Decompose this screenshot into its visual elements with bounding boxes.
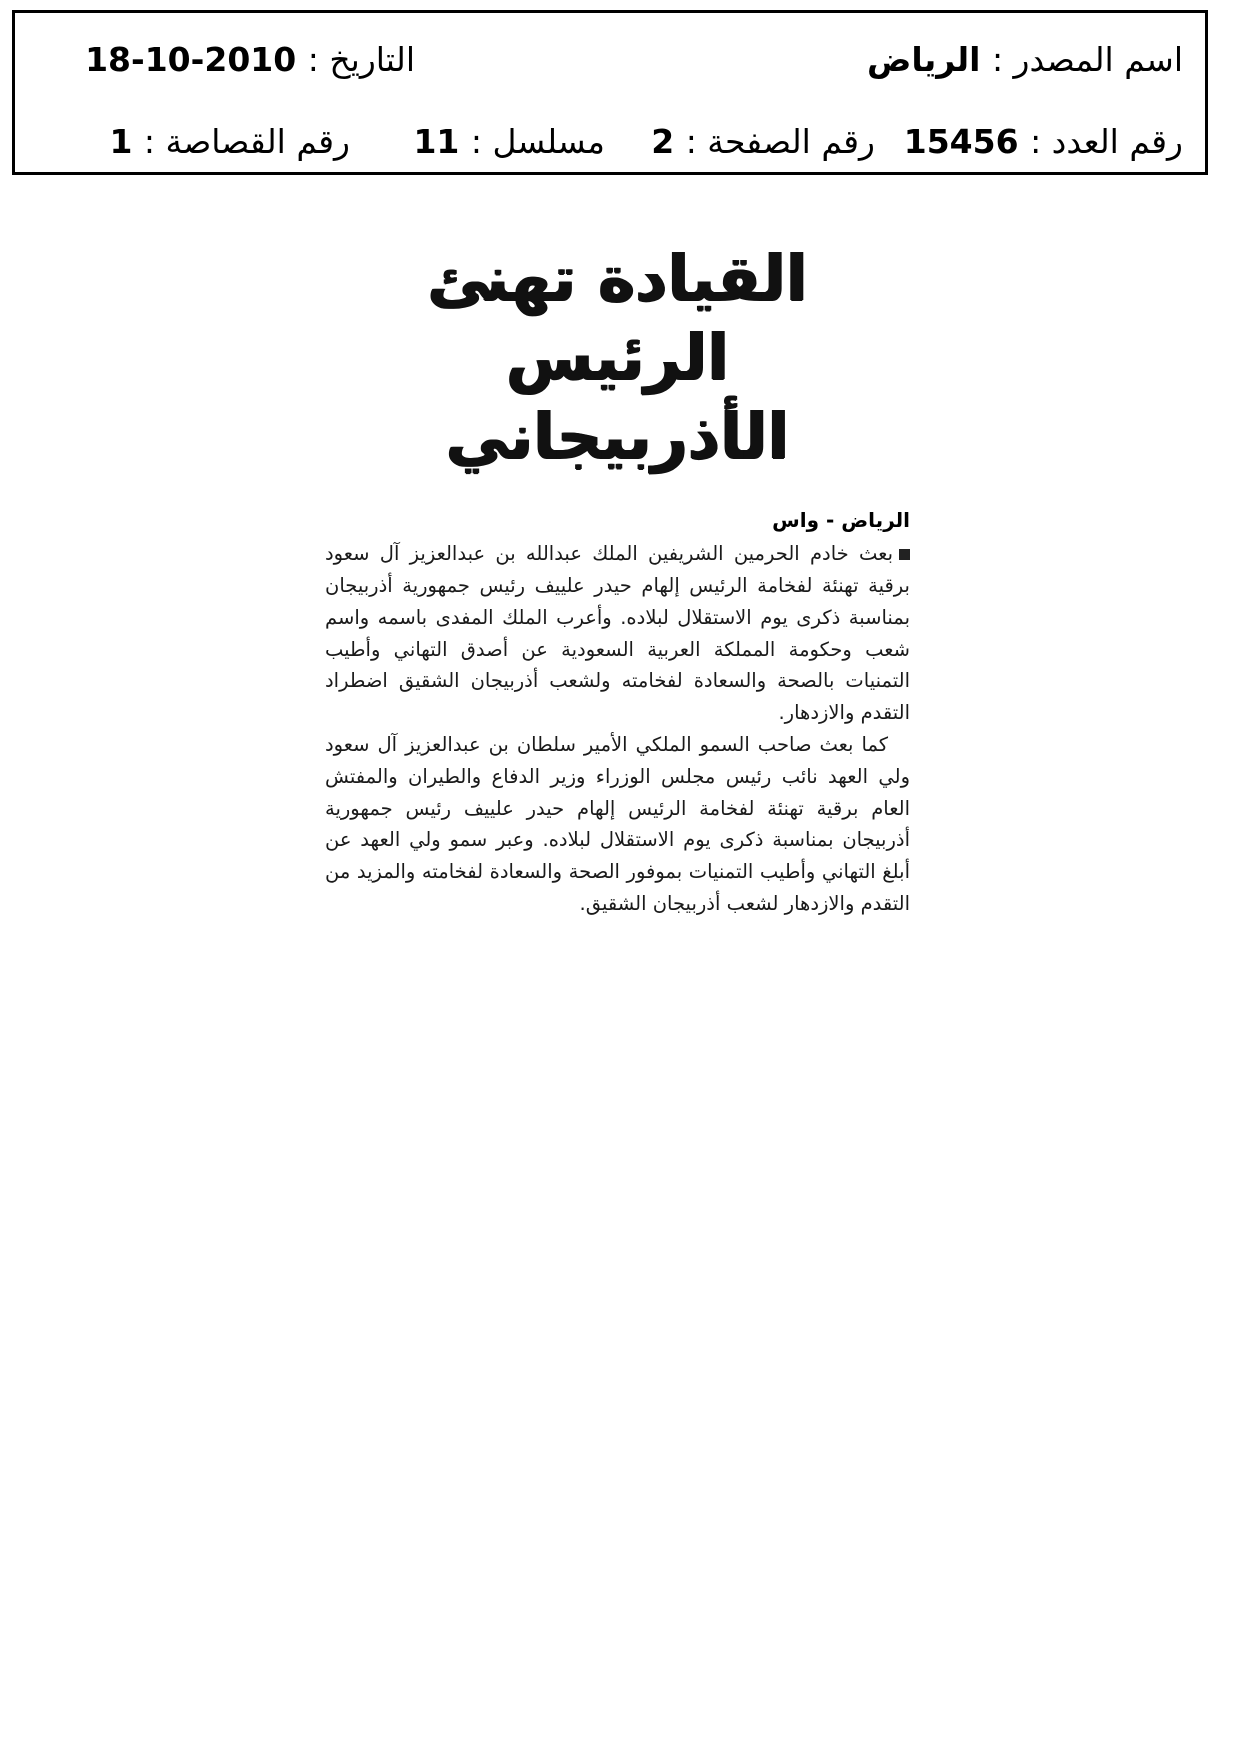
page-value: 2 <box>651 122 675 161</box>
issue-label: رقم العدد : <box>1030 122 1183 161</box>
clipping-metadata-box <box>12 10 1208 175</box>
issue-field <box>903 122 1183 161</box>
date-field <box>85 40 415 79</box>
clip-number-label: رقم القصاصة : <box>143 122 350 161</box>
article-headline: القيادة تهنئ الرئيس الأذربيجاني <box>427 242 808 473</box>
news-clipping <box>325 240 910 920</box>
source-field <box>867 40 1183 79</box>
article-dateline: الرياض - واس <box>772 508 910 533</box>
article-paragraph-1 <box>325 538 910 729</box>
issue-value: 15456 <box>903 122 1019 161</box>
serial-value: 11 <box>413 122 460 161</box>
date-label: التاريخ : <box>307 40 415 79</box>
source-label: اسم المصدر : <box>991 40 1183 79</box>
date-value: 2010-10-18 <box>85 40 297 79</box>
article-paragraph-2: كما بعث صاحب السمو الملكي الأمير سلطان بن عبدالعزيز آل سعود ولي العهد نائب رئيس مجلس الوزراء وزير الدفاع والطيران والمفتش العام برقية تهنئة لفخامة الرئيس إلهام حيدر علييف رئيس جمهورية أذربيجان بمناسبة ذكرى يوم الاستقلال لبلاده. وعبر سمو ولي العهد عن أبلغ التهاني وأطيب التمنيات بموفور الصحة والسعادة لفخامته والمزيد من التقدم والازدهار لشعب أذربيجان الشقيق. <box>325 733 910 916</box>
serial-field <box>413 122 605 161</box>
square-bullet-icon <box>899 549 910 560</box>
clip-number-value: 1 <box>109 122 133 161</box>
serial-label: مسلسل : <box>470 122 605 161</box>
article-paragraph-1-text: بعث خادم الحرمين الشريفين الملك عبدالله بن عبدالعزيز آل سعود برقية تهنئة لفخامة الرئيس إلهام حيدر علييف رئيس جمهورية أذربيجان بمناسبة ذكرى يوم الاستقلال لبلاده. وأعرب الملك المفدى باسمه واسم شعب وحكومة المملكة العربية السعودية عن أصدق التهاني وأطيب التمنيات بالصحة والسعادة لفخامته ولشعب أذربيجان الشقيق اضطراد التقدم والازدهار. <box>325 542 910 725</box>
source-value: الرياض <box>867 40 981 79</box>
clip-number-field <box>109 122 350 161</box>
page-label: رقم الصفحة : <box>685 122 875 161</box>
page-field <box>651 122 875 161</box>
